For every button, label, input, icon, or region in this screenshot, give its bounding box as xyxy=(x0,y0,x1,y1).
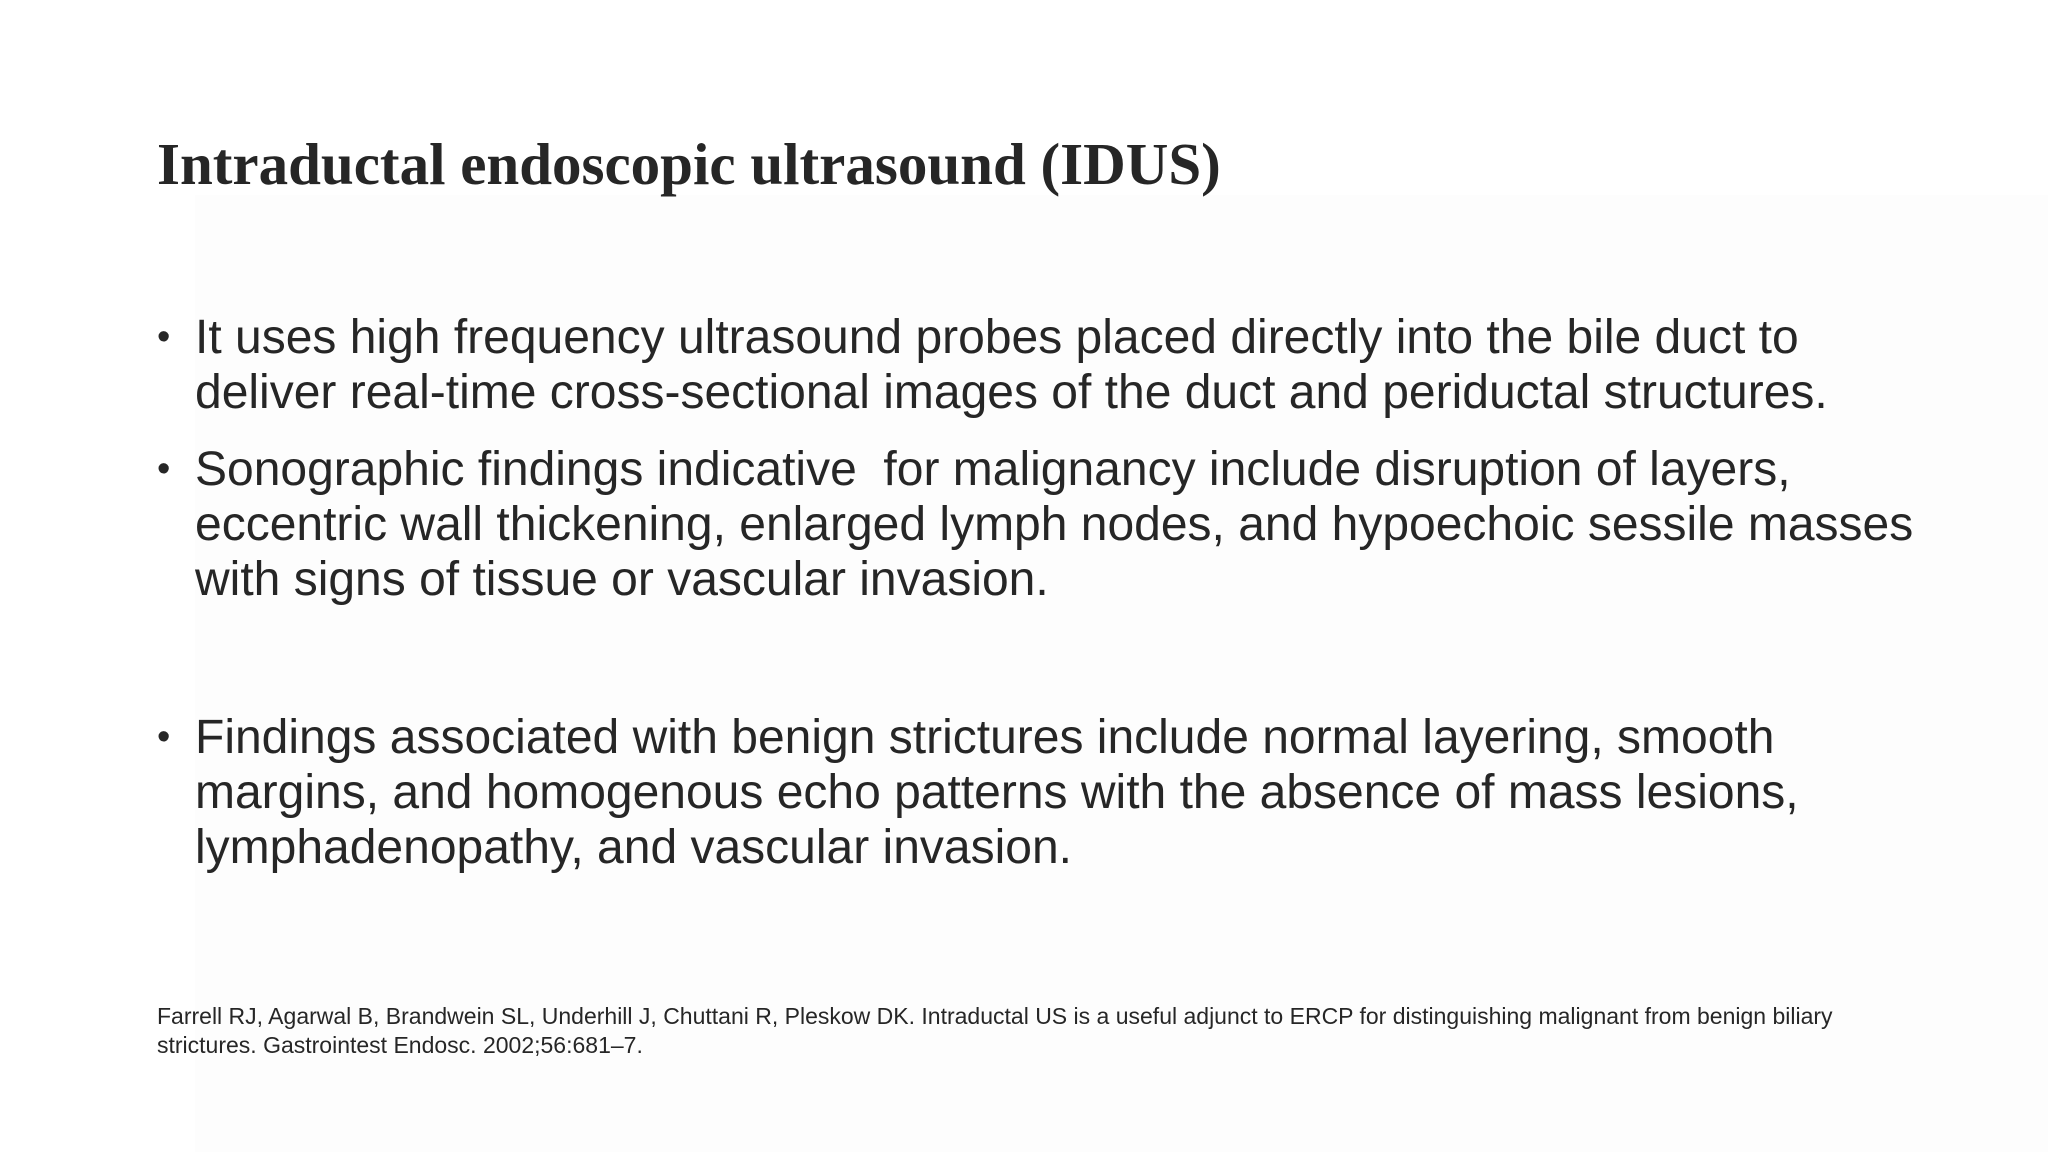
reference-citation: Farrell RJ, Agarwal B, Brandwein SL, Underhill J, Chuttani R, Pleskow DK. Intraductal US is a useful adjunct to ERCP for distinguishing malignant from benign biliary strictures. Gastrointest Endosc. 2002;56:681–7. xyxy=(157,1003,1833,1058)
slide-title: Intraductal endoscopic ultrasound (IDUS) xyxy=(157,131,1221,197)
bullet-marker: • xyxy=(157,716,171,758)
bullet-marker: • xyxy=(157,316,171,358)
bullet-item xyxy=(157,442,1937,607)
bullet-item xyxy=(157,310,1937,420)
bullet-marker: • xyxy=(157,448,171,490)
bullet-text: It uses high frequency ultrasound probes placed directly into the bile duct to deliver real-time cross-sectional images of the duct and periductal structures. xyxy=(195,311,1828,419)
bullet-item xyxy=(157,710,1937,875)
bullet-list xyxy=(157,310,1937,875)
bullet-text: Sonographic findings indicative for malignancy include disruption of layers, eccentric wall thickening, enlarged lymph nodes, and hypoechoic sessile masses with signs of tissue or vascular invasion. xyxy=(195,443,1927,606)
bullet-text: Findings associated with benign strictures include normal layering, smooth margins, and homogenous echo patterns with the absence of mass lesions, lymphadenopathy, and vascular invasion. xyxy=(195,711,1812,874)
